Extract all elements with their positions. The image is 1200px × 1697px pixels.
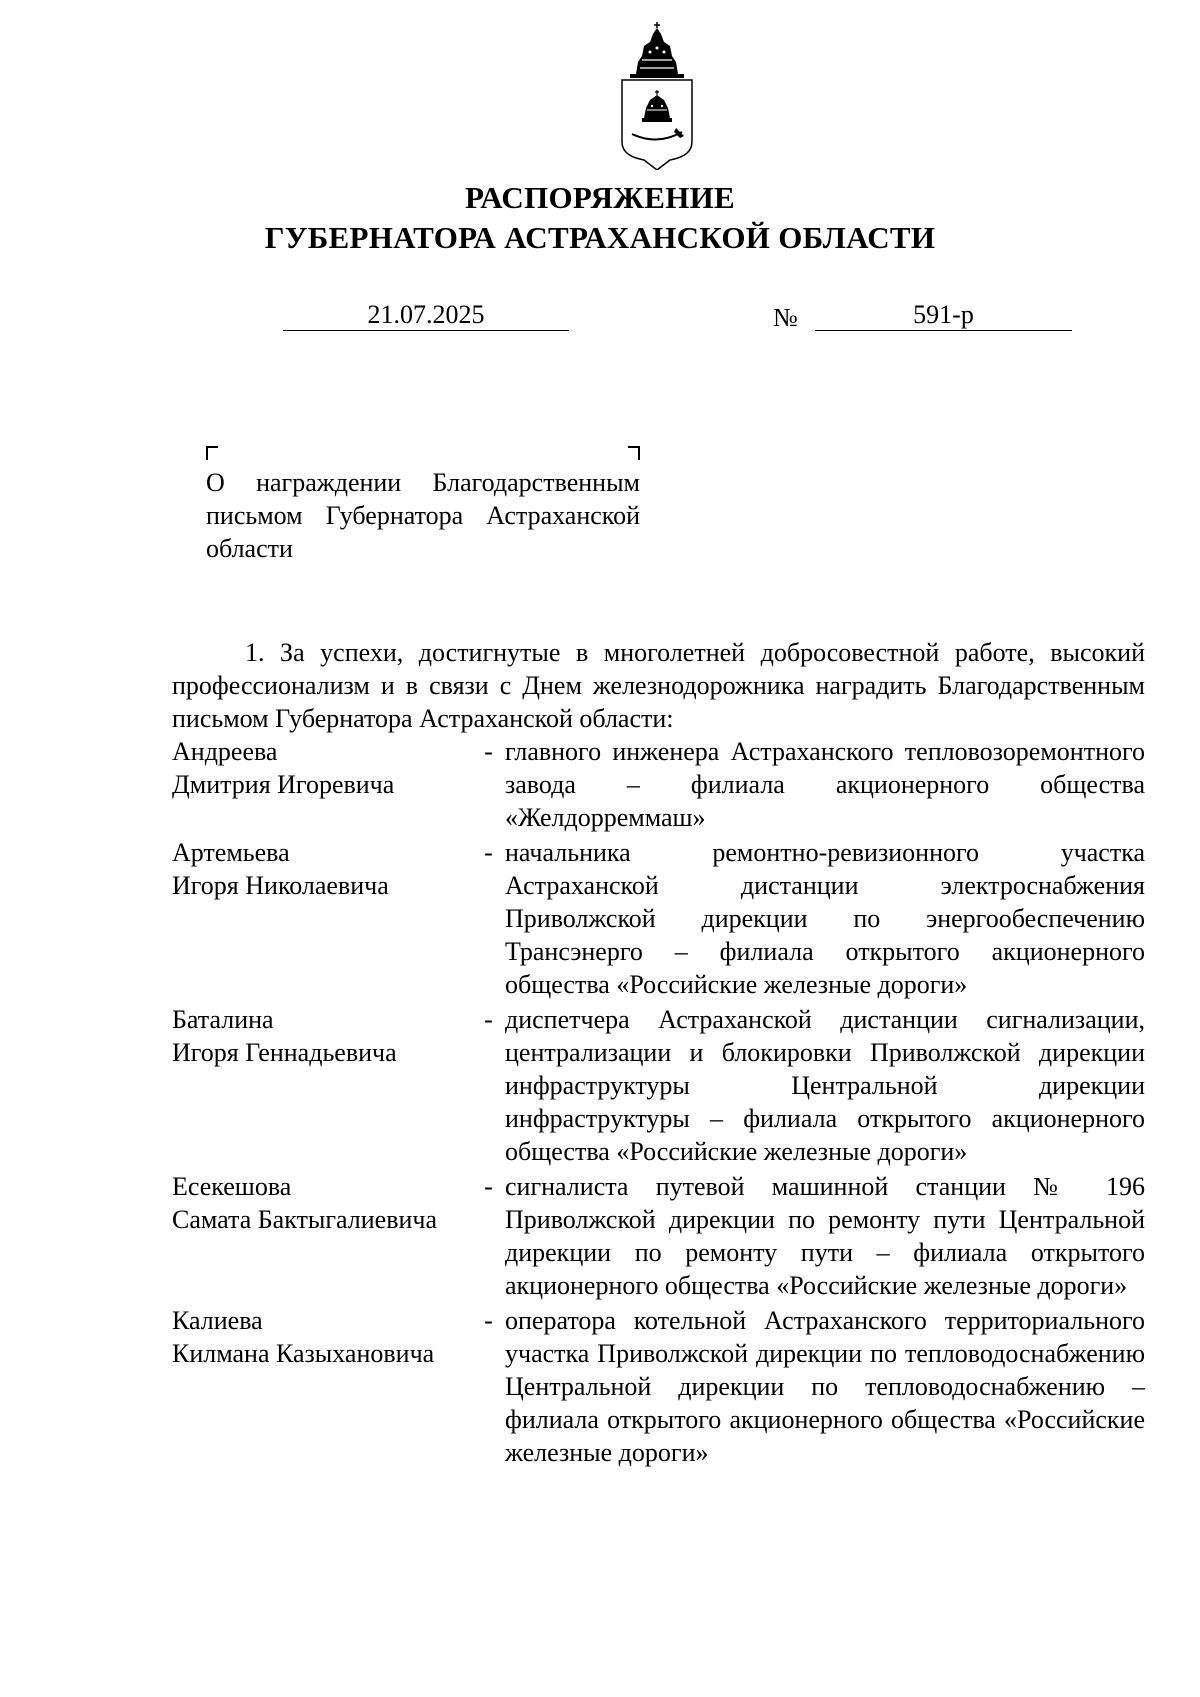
list-item <box>172 836 1145 1001</box>
list-item <box>172 1003 1145 1168</box>
awardee-surname: Есекешова <box>172 1172 292 1201</box>
list-item <box>172 1170 1145 1302</box>
intro-paragraph: 1. За успехи, достигнутые в многолетней добросовестной работе, высокий профессионализм и в связи с Днем железнодорожника наградить Благодарственным письмом Губернатора Астраханской области: <box>172 638 1145 733</box>
dash-separator: - <box>484 737 493 766</box>
dash-separator: - <box>484 1005 493 1034</box>
awardee-name <box>172 1304 472 1469</box>
number-sign: № <box>773 303 798 332</box>
awardee-position: оператора котельной Астраханского территориального участка Приволжской дирекции по тепловодоснабжению Центральной дирекции по тепловодоснабжению – филиала открытого акционерного общества «Российские железные дороги» <box>505 1306 1145 1467</box>
document-date: 21.07.2025 <box>283 300 569 331</box>
awardee-given-name: Дмитрия Игоревича <box>172 770 395 799</box>
awardee-position: диспетчера Астраханской дистанции сигнализации, централизации и блокировки Приволжской дирекции инфраструктуры Центральной дирекции инфраструктуры – филиала открытого акционерного общества «Российские железные дороги» <box>505 1005 1145 1166</box>
awardee-name <box>172 1003 472 1168</box>
awardee-given-name: Самата Бактыгалиевича <box>172 1205 438 1234</box>
dash-separator: - <box>484 838 493 867</box>
awardee-surname: Андреева <box>172 737 278 766</box>
list-item <box>172 1304 1145 1469</box>
subject-bracket-right <box>628 446 640 460</box>
document-title-line-2: ГУБЕРНАТОРА АСТРАХАНСКОЙ ОБЛАСТИ <box>264 220 936 255</box>
awardee-given-name: Игоря Геннадьевича <box>172 1038 397 1067</box>
awardee-name <box>172 735 472 834</box>
subject-bracket-left <box>206 446 218 460</box>
awardee-given-name: Килмана Казыхановича <box>172 1339 435 1368</box>
awardee-name <box>172 1170 472 1302</box>
awardee-position: начальника ремонтно-ревизионного участка Астраханской дистанции электроснабжения Приволжской дирекции по энергообеспечению Трансэнерго – филиала открытого акционерного общества «Российские железные дороги» <box>505 838 1145 999</box>
document-title-line-1: РАСПОРЯЖЕНИЕ <box>464 180 736 215</box>
awardee-name <box>172 836 472 1001</box>
awardee-surname: Баталина <box>172 1005 274 1034</box>
awardee-position: сигналиста путевой машинной станции № 196 Приволжской дирекции по ремонту пути Центральной дирекции по ремонту пути – филиала открытого акционерного общества «Российские железные дороги» <box>505 1172 1145 1300</box>
awardee-position: главного инженера Астраханского тепловозоремонтного завода – филиала акционерного общества «Желдорреммаш» <box>505 737 1145 832</box>
document-number: 591-р <box>815 300 1072 331</box>
awardees-list <box>172 735 1145 1471</box>
document-subject: О награждении Благодарственным письмом Губернатора Астраханской области <box>206 468 640 563</box>
awardee-given-name: Игоря Николаевича <box>172 871 389 900</box>
list-item <box>172 735 1145 834</box>
awardee-surname: Калиева <box>172 1306 263 1335</box>
coat-of-arms-icon <box>620 22 694 170</box>
dash-separator: - <box>484 1306 493 1335</box>
dash-separator: - <box>484 1172 493 1201</box>
awardee-surname: Артемьева <box>172 838 290 867</box>
